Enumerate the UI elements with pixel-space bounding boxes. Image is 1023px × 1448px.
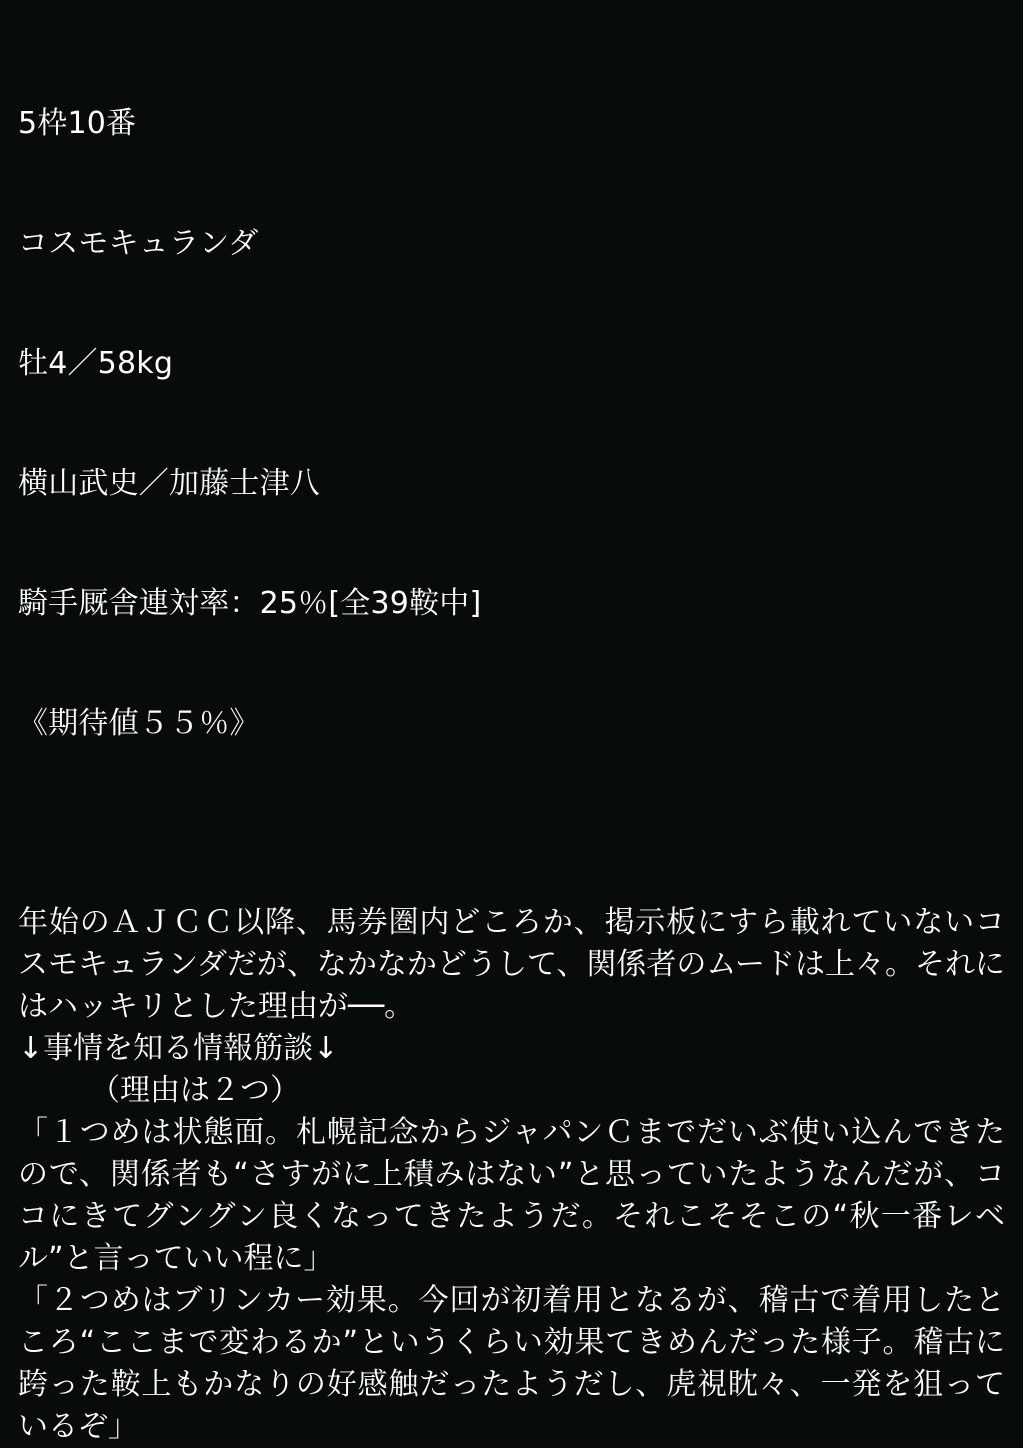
intro-paragraph: 年始のＡＪＣＣ以降、馬券圏内どころか、掲示板にすら載れていないコスモキュランダだが、なかなかどうして、関係者のムードは上々。それにはハッキリとした理由が──。 — [18, 905, 1005, 1024]
horse-jockey-trainer: 横山武史／加藤士津八 — [18, 466, 320, 501]
horse-name: コスモキュランダ — [18, 226, 259, 261]
horse-gate: 5枠10番 — [18, 106, 137, 141]
horse-sex-age-weight: 牡4／58kg — [18, 346, 174, 381]
article-body — [18, 902, 1005, 1448]
reason-count: （理由は２つ） — [90, 1073, 300, 1108]
quote-paragraph-2: 「２つめはブリンカー効果。今回が初着用となるが、稽古で着用したところ“ここまで変わるか”というくらい効果てきめんだった様子。稽古に跨った鞍上もかなりの好感触だったようだし、虎視眈々、一発を狙っているぞ」 — [18, 1283, 1005, 1444]
source-header: ↓事情を知る情報筋談↓ — [18, 1031, 339, 1066]
horse-connection-rate: 騎手厩舎連対率：25％[全39鞍中] — [18, 586, 482, 621]
header-body-divider — [18, 824, 1005, 902]
quote-paragraph-1: 「１つめは状態面。札幌記念からジャパンＣまでだいぶ使い込んできたので、関係者も“さすがに上積みはない”と思っていたようなんだが、ココにきてグングン良くなってきたようだ。それこそそこの“秋一番レベル”と言っていい程に」 — [18, 1115, 1005, 1276]
horse-expectation-value: 《期待値５５％》 — [18, 706, 260, 741]
horse-header — [18, 24, 1005, 824]
